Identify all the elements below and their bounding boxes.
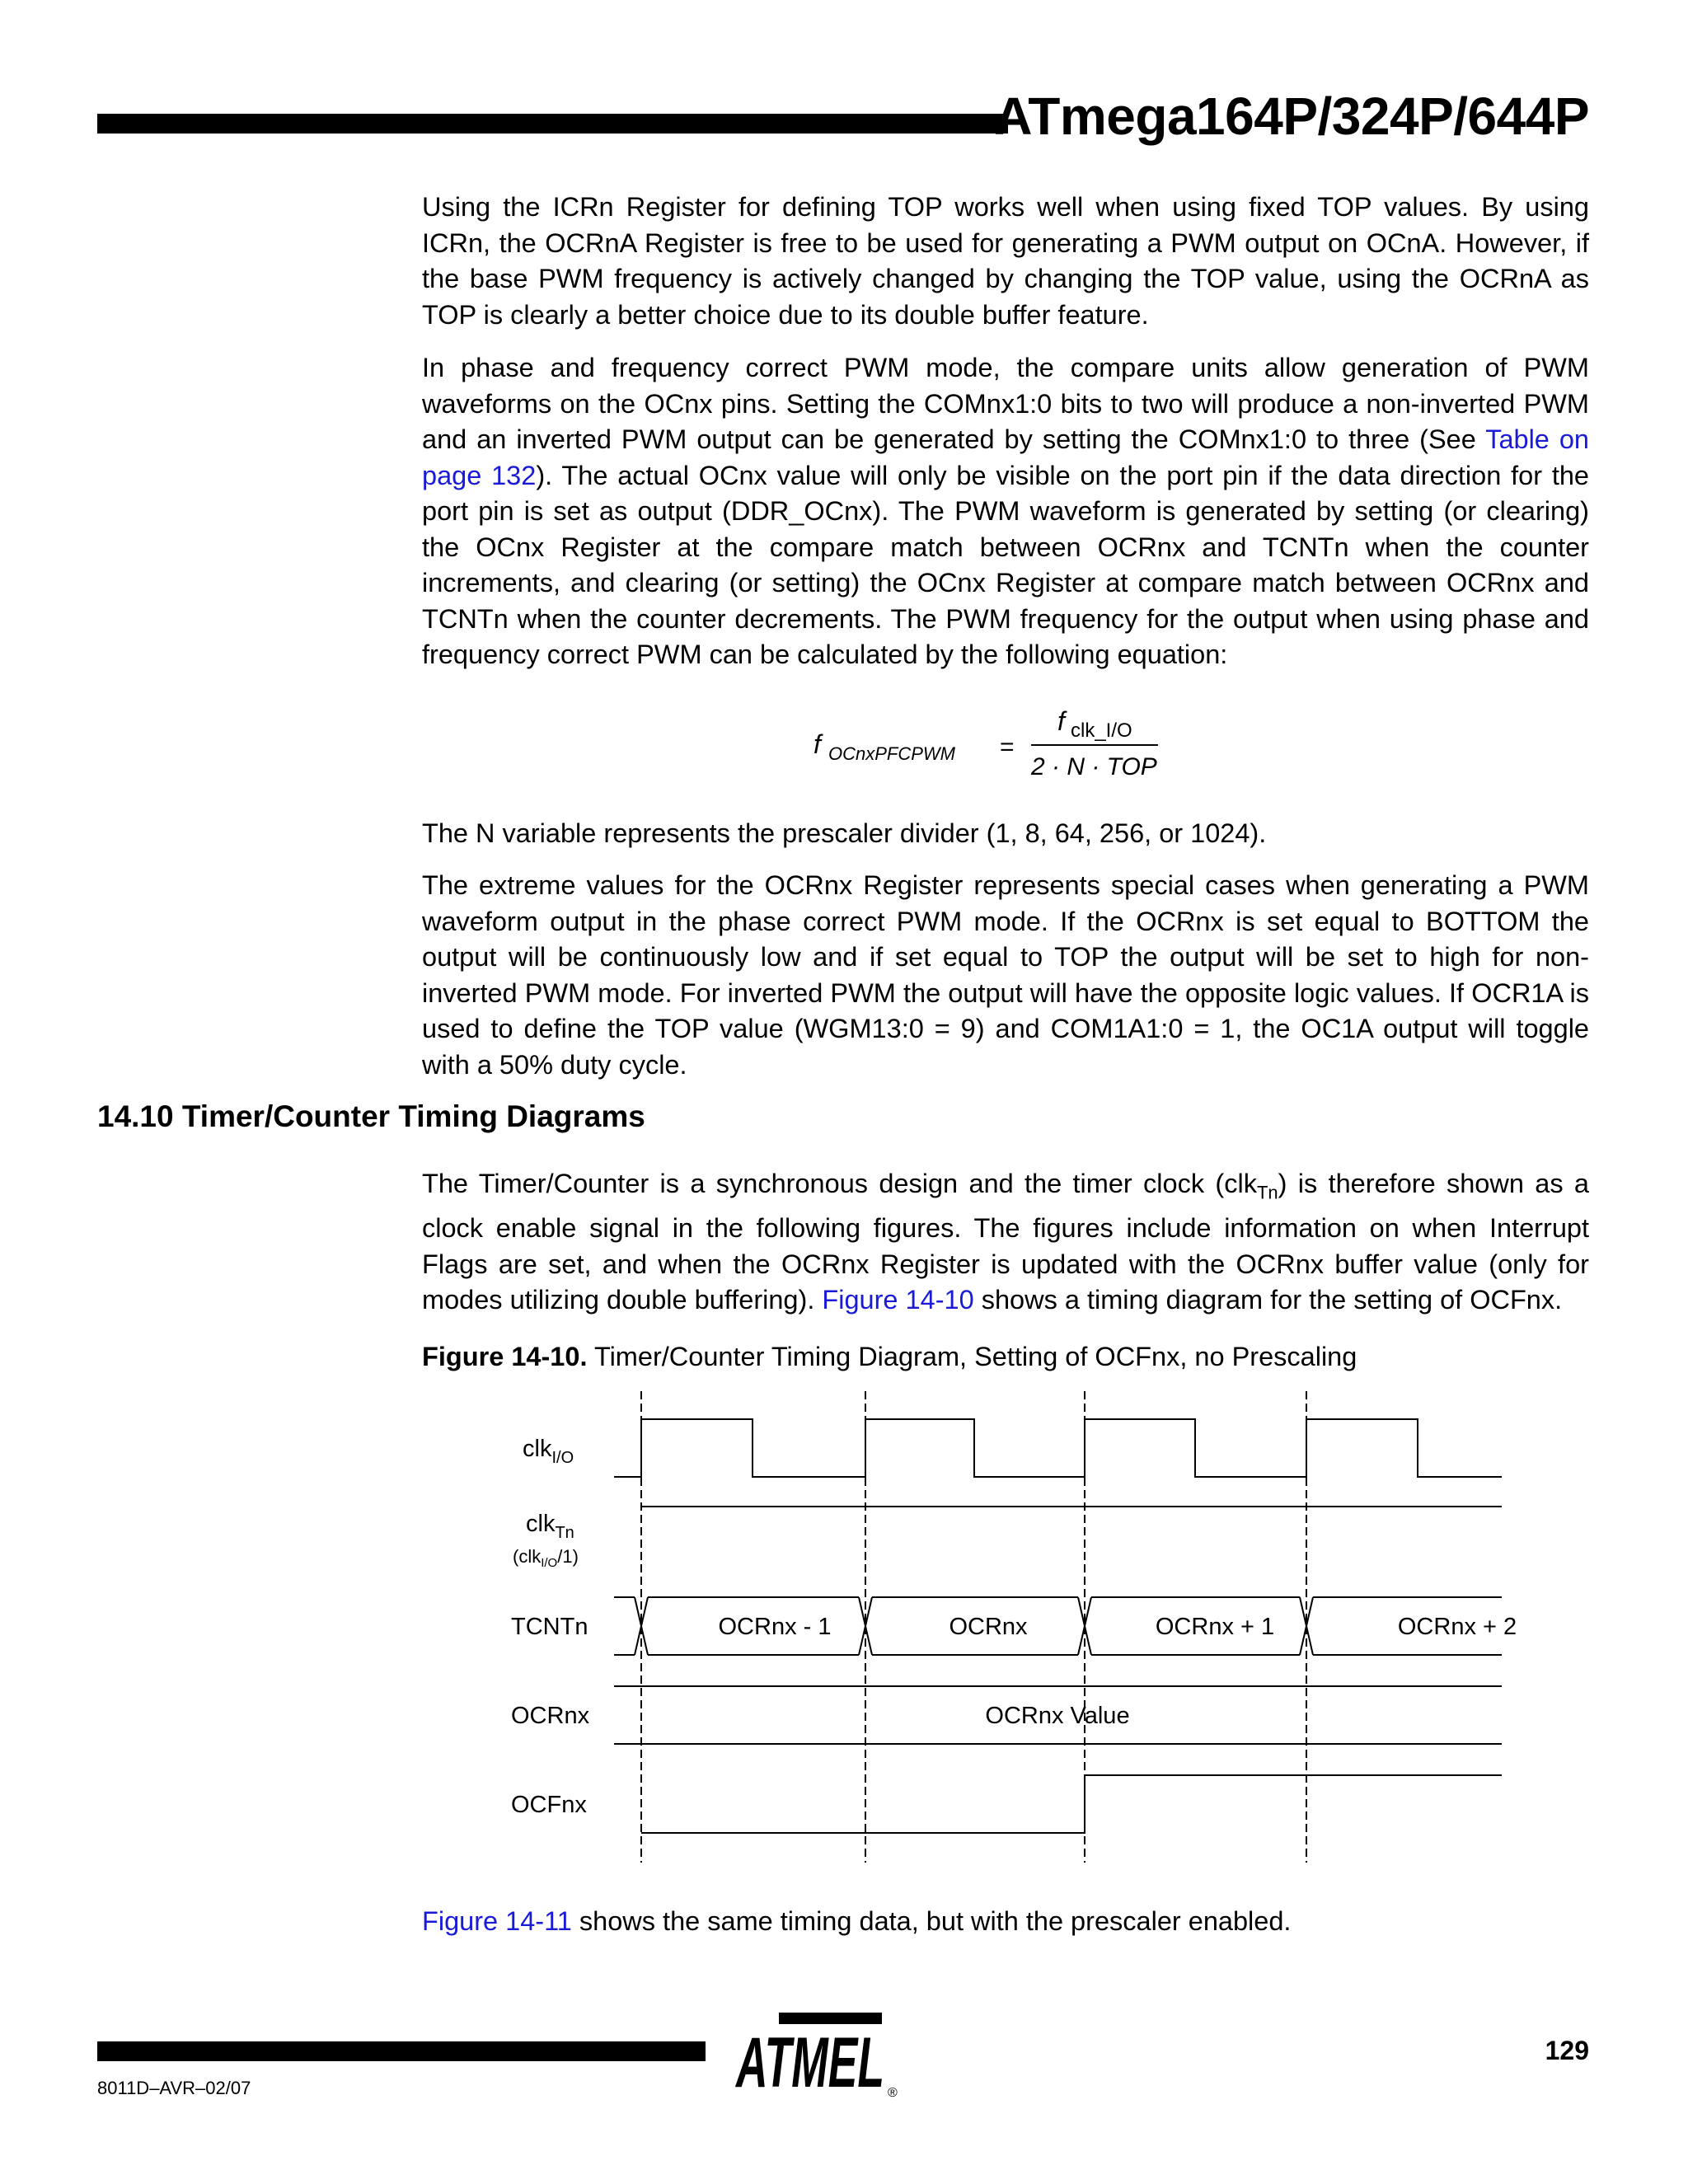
logo-text: ATMEL xyxy=(734,2023,884,2102)
paragraph-pfc-pwm xyxy=(422,350,1589,673)
equation-lhs-f: f xyxy=(814,729,821,759)
document-id: 8011D–AVR–02/07 xyxy=(97,2078,251,2098)
equation-numerator-subscript: clk_I/O xyxy=(1071,719,1132,742)
atmel-logo xyxy=(729,2011,903,2106)
tcnt-value-4: OCRnx + 2 xyxy=(1397,1614,1517,1640)
figure-14-10-link[interactable]: Figure 14-10 xyxy=(822,1285,974,1315)
table-page-132-link[interactable]: Table on page 132 xyxy=(422,424,1590,490)
clktn-label: clk$_{Tn}$ xyxy=(526,1511,574,1542)
paragraph-prescaler-note xyxy=(422,1904,1589,1940)
header-rule xyxy=(97,114,1008,134)
paragraph-5-text-a: The Timer/Counter is a synchronous design and the timer clock (clk xyxy=(422,1169,1257,1198)
paragraph-2-text-a: In phase and frequency correct PWM mode, the compare units allow generation of PWM waveforms on the OCnx pins. Setting the COMnx1:0 bits to two will produce a non-inverted PWM and an inverted PWM output can be generated by setting the COMnx1:0 to three (See xyxy=(422,353,1589,454)
footer-rule xyxy=(97,2041,706,2061)
ocrnx-label: OCRnx xyxy=(511,1703,590,1729)
equation-lhs-subscript: OCnxPFCPWM xyxy=(828,743,955,764)
paragraph-6-text: shows the same timing data, but with the prescaler enabled. xyxy=(571,1906,1292,1936)
paragraph-n-variable xyxy=(422,816,1589,852)
paragraph-extreme-values xyxy=(422,868,1589,1083)
equation-equals: = xyxy=(1000,733,1015,761)
clkio-waveform xyxy=(614,1419,1502,1477)
paragraph-icrn-top xyxy=(422,190,1589,333)
paragraph-timing-intro xyxy=(422,1166,1589,1319)
paragraph-2-text-b: ). The actual OCnx value will only be visible on the port pin if the data direction for the port pin is set as output (DDR_OCnx). The PWM waveform is generated by setting (or clearing) the OCnx Register at the compare match between OCRnx and TCNTn when the counter increments, and clearing (or setting) the OCnx Register at compare match between OCRnx and TCNTn when the counter decrements. The PWM frequency for the output when using phase and frequency correct PWM can be calculated by the following equation: xyxy=(422,460,1589,669)
tcnt-value-2: OCRnx xyxy=(949,1614,1028,1640)
document-title: ATmega164P/324P/644P xyxy=(994,87,1589,146)
clktn-note: (clk$_{I/O}$/1) xyxy=(513,1546,579,1570)
figure-caption-text: Timer/Counter Timing Diagram, Setting of OCFnx, no Prescaling xyxy=(587,1342,1357,1371)
paragraph-4-text: The extreme values for the OCRnx Register represents special cases when generating a PWM waveform output in the phase correct PWM mode. If the OCRnx is set equal to BOTTOM the output will be continuously low and if set equal to TOP the output will be set to high for non-inverted PWM mode. For inverted PWM the output will have the opposite logic values. If OCR1A is used to define the TOP value (WGM13:0 = 9) and COM1A1:0 = 1, the OC1A output will toggle with a 50% duty cycle. xyxy=(422,870,1589,1080)
pwm-frequency-equation xyxy=(812,702,1175,785)
paragraph-5-subscript: Tn xyxy=(1256,1182,1278,1203)
equation-numerator-f: f xyxy=(1057,706,1065,736)
timing-diagram xyxy=(495,1385,1517,1871)
ocfnx-waveform xyxy=(641,1775,1502,1833)
tcnt-value-3: OCRnx + 1 xyxy=(1155,1614,1275,1640)
ocrnx-value: OCRnx Value xyxy=(985,1703,1130,1729)
tcntn-label: TCNTn xyxy=(511,1614,588,1640)
paragraph-3-text: The N variable represents the prescaler divider (1, 8, 64, 256, or 1024). xyxy=(422,818,1267,848)
figure-caption xyxy=(422,1342,1357,1372)
page-number: 129 xyxy=(1545,2036,1589,2065)
clkio-label: clk$_{I/O}$ xyxy=(523,1436,574,1467)
paragraph-1-text: Using the ICRn Register for defining TOP works well when using fixed TOP values. By using ICRn, the OCRnA Register is free to be used for generating a PWM output on OCnA. However, if the base PWM frequency is actively changed by changing the TOP value, using the OCRnA as TOP is clearly a better choice due to its double buffer feature. xyxy=(422,192,1589,330)
paragraph-5-text-b: ) is therefore shown as a clock enable signal in the following figures. The figures include information on when Interrupt Flags are set, and when the OCRnx Register is updated with the OCRnx buffer value (only for modes utilizing double buffering). xyxy=(422,1169,1589,1315)
ocfnx-label: OCFnx xyxy=(511,1792,587,1818)
figure-caption-label: Figure 14-10. xyxy=(422,1342,588,1371)
section-heading: 14.10 Timer/Counter Timing Diagrams xyxy=(97,1099,645,1133)
registered-mark: ® xyxy=(888,2086,898,2100)
equation-denominator: 2 · N · TOP xyxy=(1031,753,1157,780)
paragraph-5-text-c: shows a timing diagram for the setting of OCFnx. xyxy=(973,1285,1563,1315)
tcnt-value-1: OCRnx - 1 xyxy=(718,1614,832,1640)
figure-14-11-link[interactable]: Figure 14-11 xyxy=(422,1906,572,1936)
